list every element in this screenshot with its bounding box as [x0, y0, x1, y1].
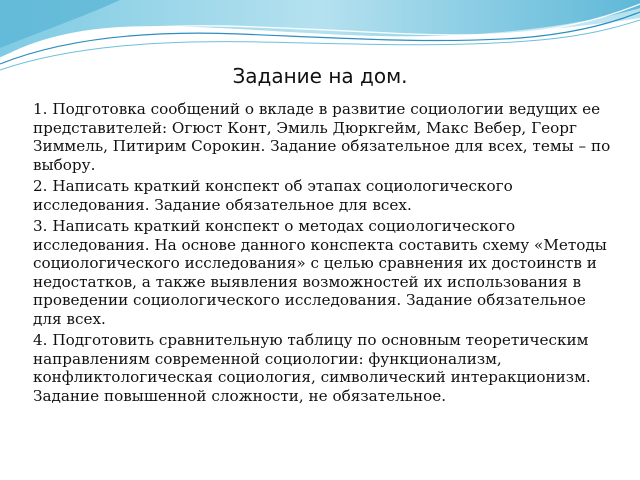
assignment-item-2: 2. Написать краткий конспект об этапах социологического исследования. Задание обязательное для всех.	[33, 177, 513, 214]
slide-title: Задание на дом.	[232, 64, 408, 88]
assignment-item-4: 4. Подготовить сравнительную таблицу по основным теоретическим направлениям современной социологии: функционализм, конфликтологическая социология, символический интеракционизм. Задание повышенной сложности, не обязательное.	[33, 331, 591, 405]
assignment-item-1: 1. Подготовка сообщений о вкладе в развитие социологии ведущих ее представителей: Огюст Конт, Эмиль Дюркгейм, Макс Вебер, Георг Зиммель, Питирим Сорокин. Задание обязательное для всех, темы – по выбору.	[33, 100, 611, 174]
assignment-item-3: 3. Написать краткий конспект о методах социологического исследования. На основе данного конспекта составить схему «Методы социологического исследования» с целью сравнения их достоинств и недостатков, а также выявления возможностей их использования в проведении социологического исследования. Задание обязательное для всех.	[33, 217, 607, 328]
assignment-list	[33, 100, 613, 408]
